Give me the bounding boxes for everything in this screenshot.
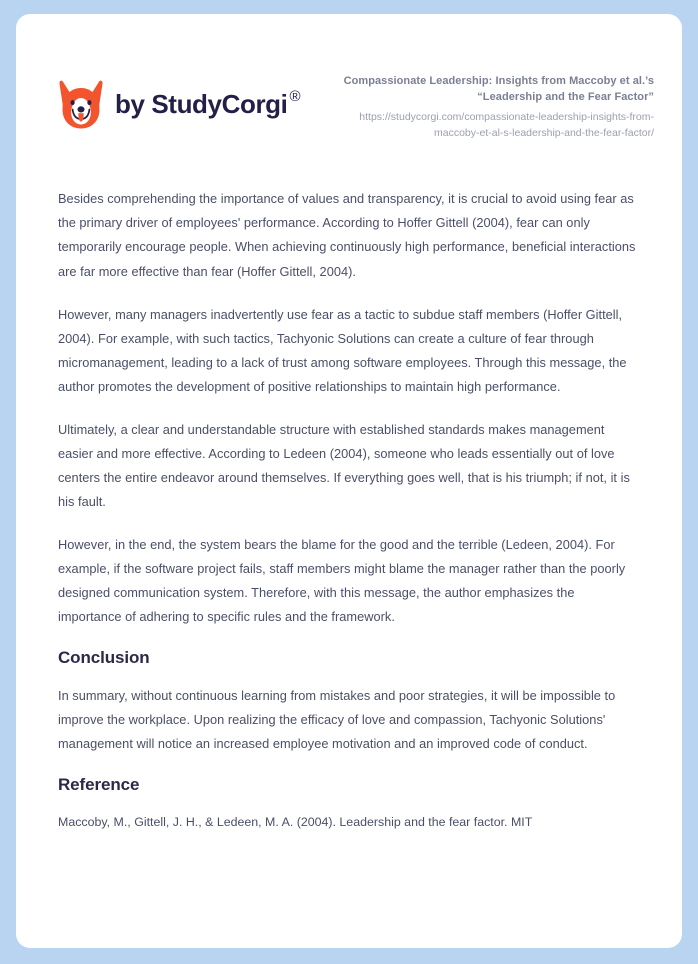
document-title: Compassionate Leadership: Insights from Maccoby et al.’s “Leadership and the Fear Factor” bbox=[343, 75, 654, 103]
conclusion-heading: Conclusion bbox=[58, 648, 150, 668]
body-paragraph: Ultimately, a clear and understandable structure with established standards makes management easier and more effective. According to Ledeen (2004), someone who leads essentially out of love centers the entire endeavor around themselves. If everything goes well, that is his triumph; if not, it is his fault. bbox=[58, 421, 630, 509]
corgi-logo-icon bbox=[58, 78, 104, 130]
body-paragraph: However, in the end, the system bears the blame for the good and the terrible (Ledeen, 2004). For example, if the software project fails, staff members might blame the manager rather than the poorly designed communication system. Therefore, with this message, the author emphasizes the importance of adhering to specific rules and the framework. bbox=[58, 536, 626, 625]
reference-heading: Reference bbox=[58, 775, 140, 795]
brand-logo bbox=[58, 72, 301, 130]
document-header bbox=[16, 14, 682, 141]
document-meta bbox=[324, 72, 654, 141]
document-url[interactable]: https://studycorgi.com/compassionate-leadership-insights-from-maccoby-et-al-s-leadership-and-the-fear-factor/ bbox=[359, 110, 654, 139]
document-card bbox=[16, 14, 682, 948]
brand-wordmark bbox=[115, 88, 301, 119]
brand-name: by StudyCorgi bbox=[115, 89, 288, 119]
conclusion-paragraph: In summary, without continuous learning from mistakes and poor strategies, it will be impossible to improve the workplace. Upon realizing the efficacy of love and compassion, Tachyonic Solutions' management will notice an increased employee motivation and an improved code of conduct. bbox=[58, 688, 616, 752]
reference-entry: Maccoby, M., Gittell, J. H., & Ledeen, M. A. (2004). Leadership and the fear factor. MIT bbox=[58, 815, 533, 830]
body-paragraph: However, many managers inadvertently use fear as a tactic to subdue staff members (Hoffer Gittell, 2004). For example, with such tactics, Tachyonic Solutions can create a culture of fear through micromanagement, leading to a lack of trust among software employees. Through this message, the author promotes the development of positive relationships to maintain high performance. bbox=[58, 306, 627, 394]
registered-trademark-icon: ® bbox=[289, 88, 301, 105]
document-body bbox=[16, 187, 682, 834]
body-paragraph: Besides comprehending the importance of values and transparency, it is crucial to avoid using fear as the primary driver of employees' performance. According to Hoffer Gittell (2004), fear can only temporarily encourage people. When achieving continuously high performance, beneficial interactions are far more effective than fear (Hoffer Gittell, 2004). bbox=[58, 191, 636, 279]
